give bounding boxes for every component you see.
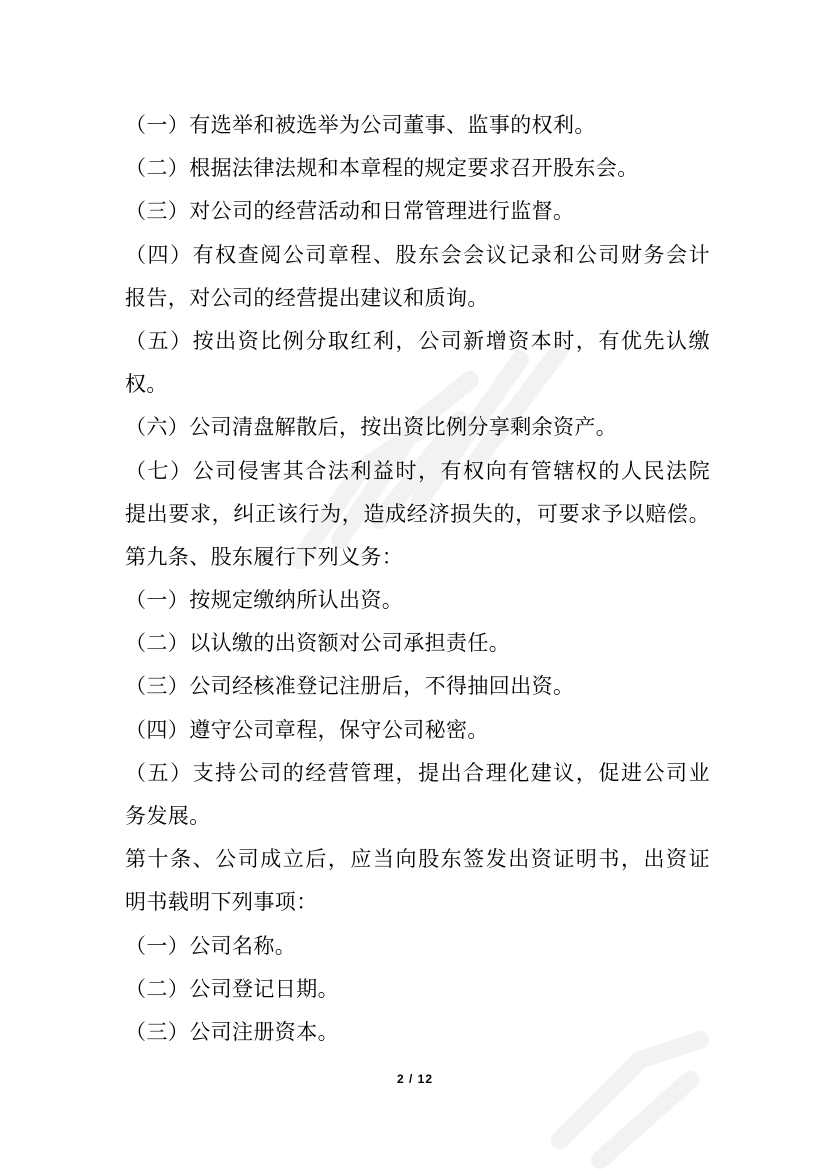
text-line: （一）有选举和被选举为公司董事、监事的权利。 [125, 113, 596, 137]
text-line: （二）以认缴的出资额对公司承担责任。 [125, 631, 511, 656]
section-heading: 第九条、股东履行下列义务： [125, 544, 404, 569]
text-line: （二）公司登记日期。 [125, 976, 339, 1001]
text-line: 权。 [125, 372, 168, 397]
text-line: （三）公司注册资本。 [125, 1019, 339, 1044]
text-line: 提出要求，纠正该行为，造成经济损失的，可要求予以赔偿。 [125, 501, 710, 526]
document-body [125, 104, 710, 1054]
text-line: （四）有权查阅公司章程、股东会会议记录和公司财务会计 [125, 242, 710, 267]
text-line: （六）公司清盘解散后，按出资比例分享剩余资产。 [125, 415, 618, 440]
text-line: （七）公司侵害其合法利益时，有权向有管辖权的人民法院 [125, 458, 710, 483]
text-line: （三）对公司的经营活动和日常管理进行监督。 [125, 199, 575, 224]
text-line: （一）按规定缴纳所认出资。 [125, 588, 404, 613]
text-line: （四）遵守公司章程，保守公司秘密。 [125, 717, 489, 742]
section-heading: 第十条、公司成立后，应当向股东签发出资证明书，出资证 [125, 847, 710, 872]
text-line: （一）公司名称。 [125, 933, 297, 958]
text-line: （五）支持公司的经营管理，提出合理化建议，促进公司业 [125, 760, 710, 785]
text-line: （二）根据法律法规和本章程的规定要求召开股东会。 [125, 156, 639, 181]
text-line: 务发展。 [125, 804, 211, 828]
text-line: 报告，对公司的经营提出建议和质询。 [125, 285, 489, 310]
text-line: （五）按出资比例分取红利，公司新增资本时，有优先认缴 [125, 328, 710, 353]
text-line: 明书载明下列事项： [125, 890, 318, 915]
text-line: （三）公司经核准登记注册后，不得抽回出资。 [125, 674, 575, 699]
page-number: 2 / 12 [396, 1072, 434, 1086]
